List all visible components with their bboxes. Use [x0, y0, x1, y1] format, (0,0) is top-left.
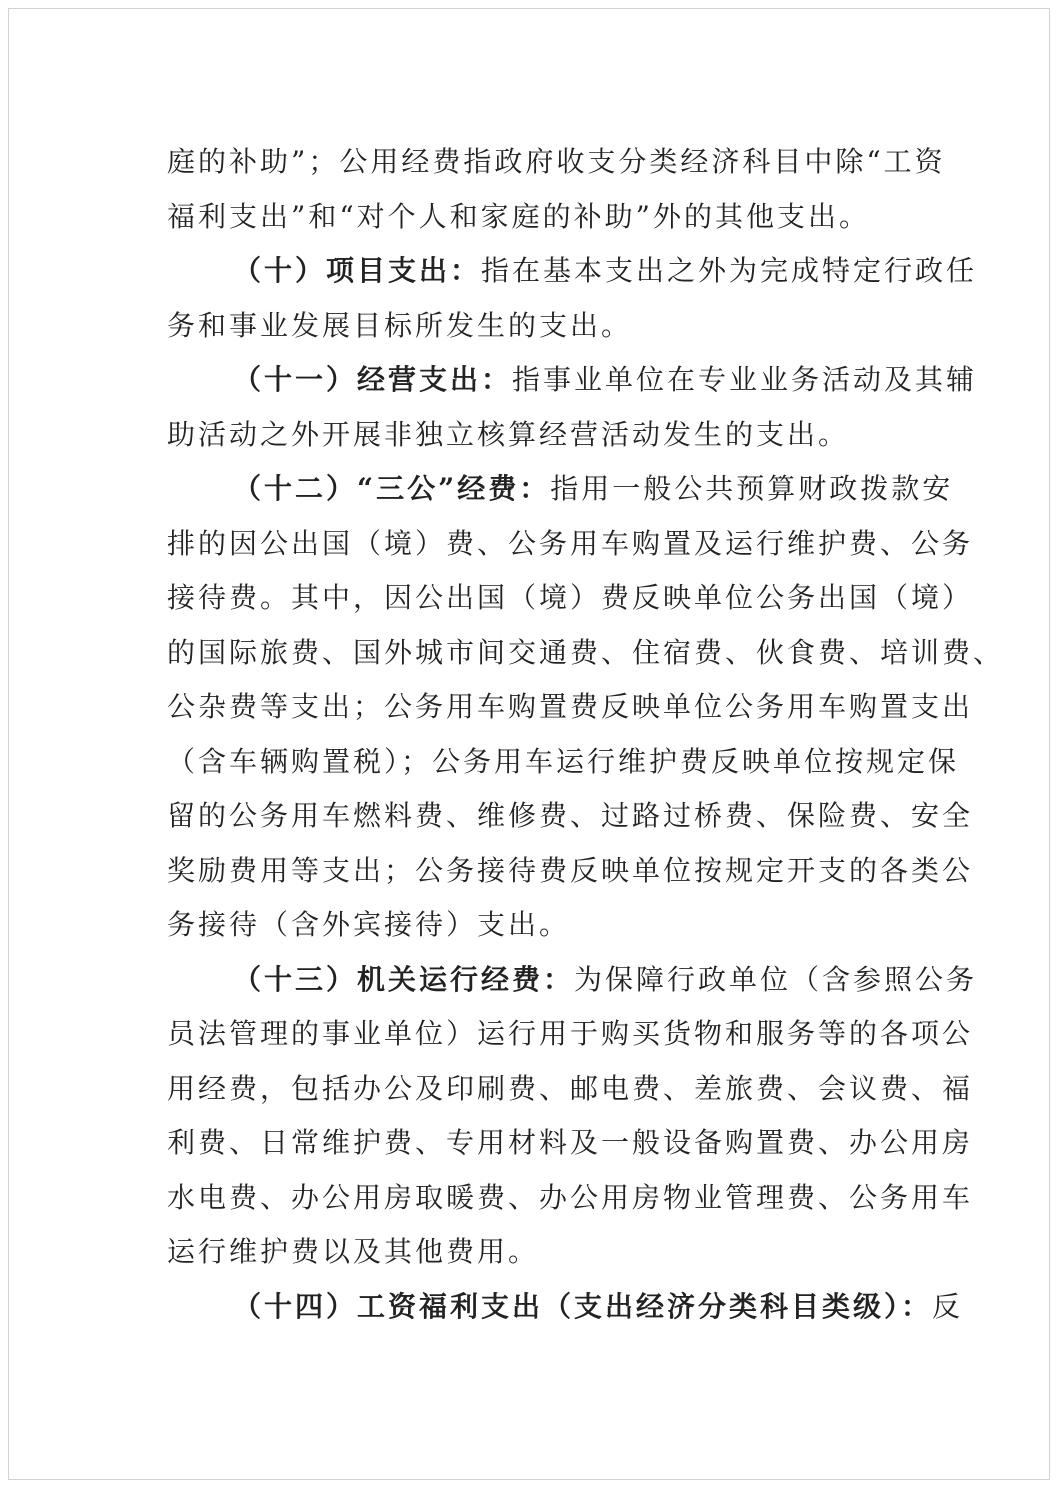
line-text: 庭的补助”；公用经费指政府收支分类经济科目中除“工资 [167, 145, 946, 178]
section-heading: （十三）机关运行经费： [233, 963, 575, 996]
section-heading: （十）项目支出： [233, 254, 482, 287]
line-text: 务和事业发展目标所发生的支出。 [167, 309, 633, 342]
section-heading: （十四）工资福利支出（支出经济分类科目类级）： [233, 1290, 933, 1323]
line-text: 公杂费等支出；公务用车购置费反映单位公务用车购置支出 [167, 690, 974, 723]
line-text: 指用一般公共预算财政拨款安 [550, 472, 954, 505]
line-text: 指在基本支出之外为完成特定行政任 [481, 254, 978, 287]
line-text: 务接待（含外宾接待）支出。 [167, 908, 571, 941]
paragraph-line [167, 633, 1005, 673]
section-heading-line [233, 960, 978, 1000]
line-text: 员法管理的事业单位）运行用于购买货物和服务等的各项公 [167, 1017, 974, 1050]
line-text: （含车辆购置税）；公务用车运行维护费反映单位按规定保 [167, 745, 960, 778]
section-heading-line [233, 360, 978, 400]
paragraph-line [167, 742, 960, 782]
line-text: 接待费。其中，因公出国（境）费反映单位公务出国（境） [167, 581, 974, 614]
paragraph-line [167, 905, 897, 945]
section-heading: （十一）经营支出： [233, 363, 513, 396]
paragraph-line [167, 687, 974, 727]
paragraph-line [167, 1069, 974, 1109]
paragraph-line [167, 524, 974, 564]
line-text: 排的因公出国（境）费、公务用车购置及运行维护费、公务 [167, 527, 974, 560]
paragraph-line [167, 1014, 974, 1054]
paragraph-line [167, 1178, 974, 1218]
section-heading-line [233, 469, 954, 509]
line-text: 福利支出”和“对个人和家庭的补助”外的其他支出。 [167, 200, 870, 233]
line-text: 助活动之外开展非独立核算经营活动发生的支出。 [167, 418, 850, 451]
line-text: 水电费、办公用房取暖费、办公用房物业管理费、公务用车 [167, 1181, 974, 1214]
line-text: 利费、日常维护费、专用材料及一般设备购置费、办公用房 [167, 1126, 974, 1159]
section-heading-line [233, 1287, 964, 1327]
section-heading: （十二）“三公”经费： [233, 472, 551, 505]
line-text: 反 [932, 1290, 964, 1323]
line-text: 为保障行政单位（含参照公务 [574, 963, 978, 996]
paragraph-line [167, 578, 974, 618]
paragraph-line [167, 851, 974, 891]
paragraph-line [167, 197, 897, 237]
line-text: 运行维护费以及其他费用。 [167, 1235, 540, 1268]
paragraph-line [167, 415, 897, 455]
paragraph-line [167, 306, 897, 346]
line-text: 的国际旅费、国外城市间交通费、住宿费、伙食费、培训费、 [167, 636, 1005, 669]
line-text: 留的公务用车燃料费、维修费、过路过桥费、保险费、安全 [167, 799, 974, 832]
paragraph-line [167, 796, 974, 836]
line-text: 用经费，包括办公及印刷费、邮电费、差旅费、会议费、福 [167, 1072, 974, 1105]
line-text: 指事业单位在专业业务活动及其辅 [512, 363, 978, 396]
paragraph-line [167, 1123, 974, 1163]
paragraph-line [167, 142, 946, 182]
paragraph-line [167, 1232, 897, 1272]
line-text: 奖励费用等支出；公务接待费反映单位按规定开支的各类公 [167, 854, 974, 887]
section-heading-line [233, 251, 978, 291]
